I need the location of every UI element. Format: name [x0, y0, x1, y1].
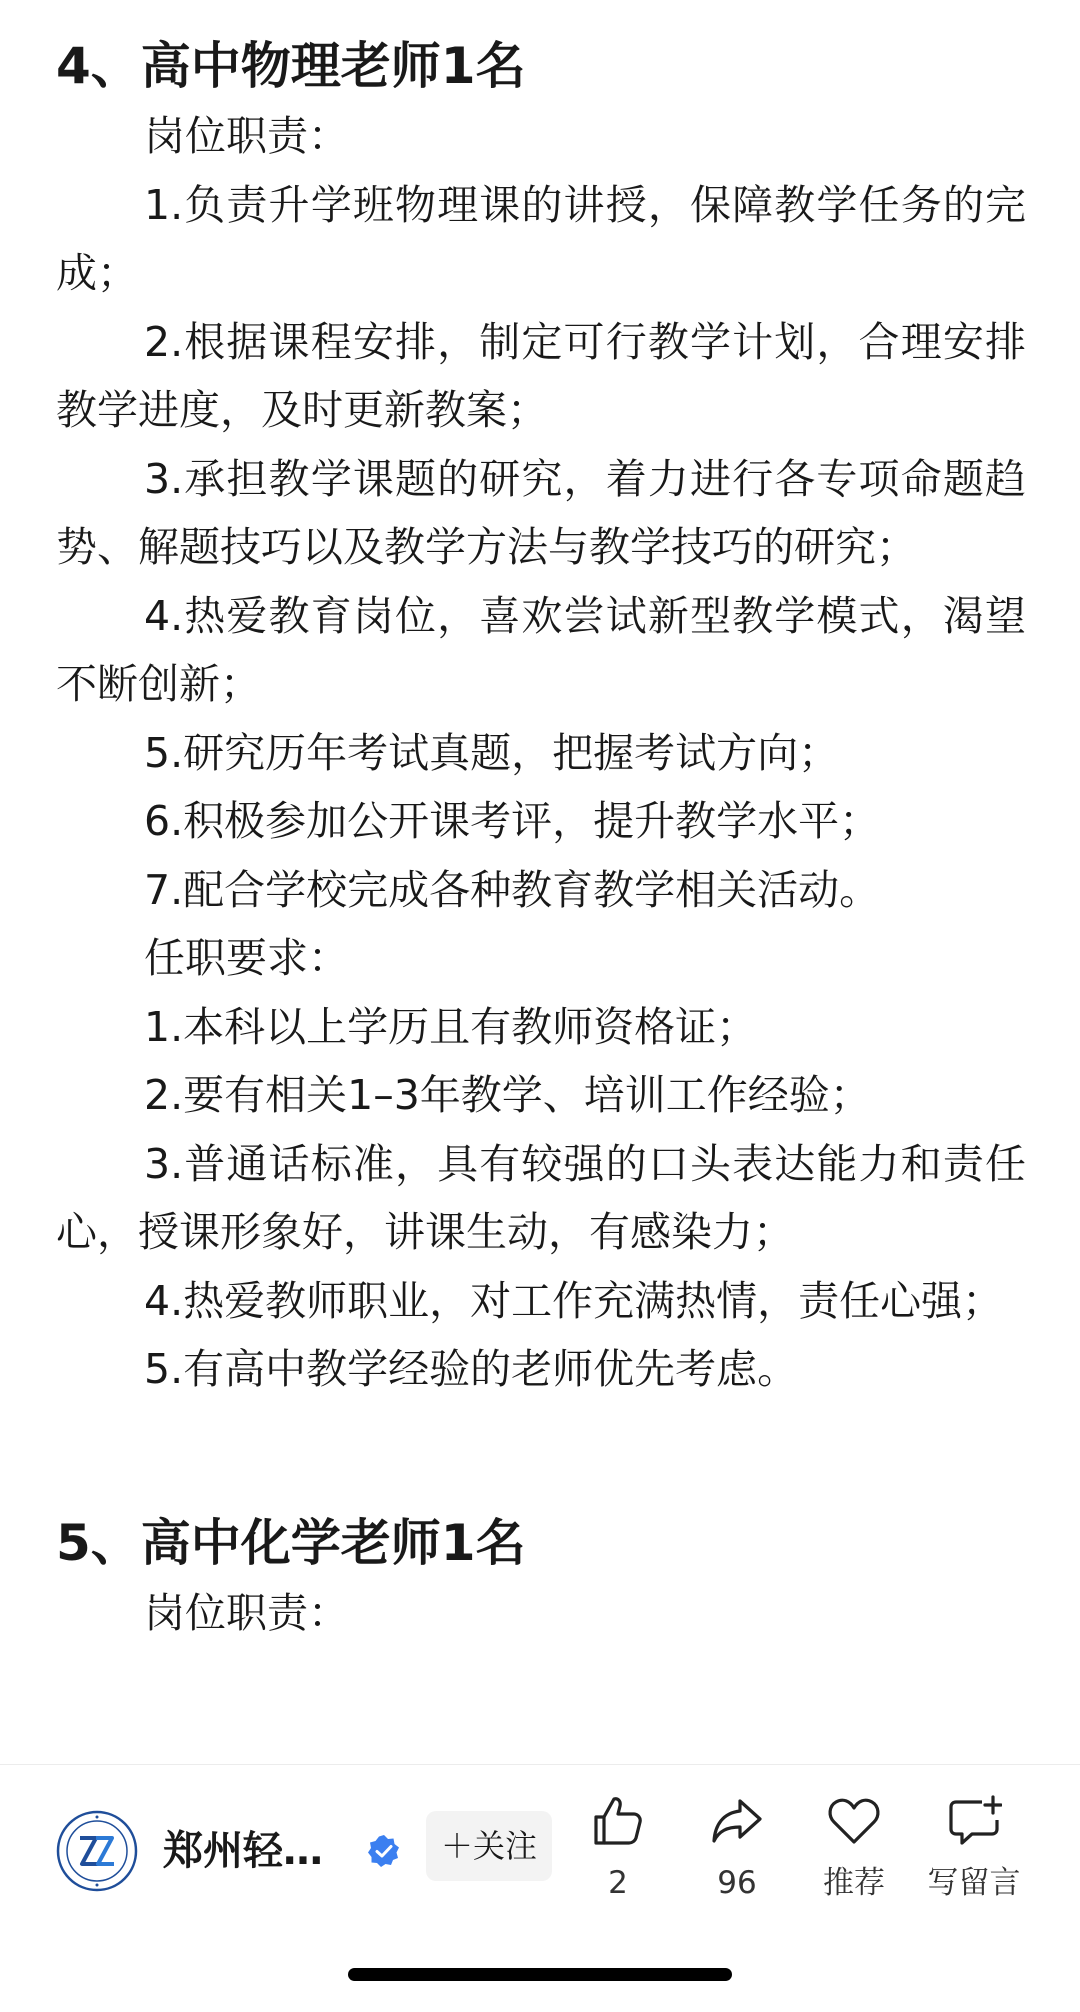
- paragraph: 3.承担教学课题的研究，着力进行各专项命题趋势、解题技巧以及教学方法与教学技巧的研究；: [56, 454, 1026, 571]
- share-arrow-icon: [709, 1793, 765, 1849]
- comment-button[interactable]: [914, 1793, 1034, 1923]
- verified-badge-icon: [366, 1833, 402, 1869]
- comment-label: 写留言: [927, 1865, 1021, 1901]
- heart-icon: [826, 1793, 882, 1849]
- paragraph: 3.普通话标准，具有较强的口头表达能力和责任心，授课形象好，讲课生动，有感染力；: [56, 1139, 1026, 1256]
- section-heading-physics: 4、高中物理老师1名: [56, 37, 526, 95]
- paragraph: 5.研究历年考试真题，把握考试方向；: [144, 728, 840, 777]
- paragraph: 1.负责升学班物理课的讲授，保障教学任务的完成；: [56, 180, 1026, 297]
- paragraph: 任职要求：: [144, 934, 349, 982]
- university-logo-icon[interactable]: [56, 1810, 138, 1892]
- paragraph: 4.热爱教育岗位，喜欢尝试新型教学模式，渴望不断创新；: [56, 591, 1026, 708]
- section-heading-chemistry: 5、高中化学老师1名: [56, 1513, 526, 1572]
- comment-plus-icon: [946, 1793, 1002, 1849]
- paragraph: 7.配合学校完成各种教育教学相关活动。: [144, 865, 881, 914]
- paragraph: 1.本科以上学历且有教师资格证；: [144, 1002, 758, 1051]
- section-spacer: [56, 1404, 1026, 1507]
- paragraph: 2.要有相关1–3年教学、培训工作经验；: [144, 1071, 871, 1119]
- paragraph: 4.热爱教师职业，对工作充满热情，责任心强；: [144, 1276, 1004, 1325]
- share-count: 96: [717, 1865, 757, 1901]
- paragraph: 5.有高中教学经验的老师优先考虑。: [144, 1345, 799, 1393]
- follow-button[interactable]: ＋关注: [426, 1811, 552, 1881]
- paragraph: 2.根据课程安排，制定可行教学计划，合理安排教学进度，及时更新教案；: [56, 317, 1026, 434]
- paragraph: 岗位职责：: [144, 1588, 349, 1637]
- paragraph: 6.积极参加公开课考评，提升教学水平；: [144, 797, 881, 845]
- article-body: [56, 30, 1026, 1762]
- home-indicator[interactable]: [348, 1968, 732, 1981]
- like-button[interactable]: [558, 1793, 678, 1923]
- thumbs-up-icon: [590, 1793, 646, 1849]
- account-name[interactable]: 郑州轻…: [163, 1828, 323, 1874]
- paragraph: 岗位职责：: [144, 112, 349, 160]
- recommend-button[interactable]: [794, 1793, 914, 1923]
- recommend-label: 推荐: [823, 1865, 885, 1901]
- share-button[interactable]: [677, 1793, 797, 1923]
- like-count: 2: [608, 1865, 628, 1901]
